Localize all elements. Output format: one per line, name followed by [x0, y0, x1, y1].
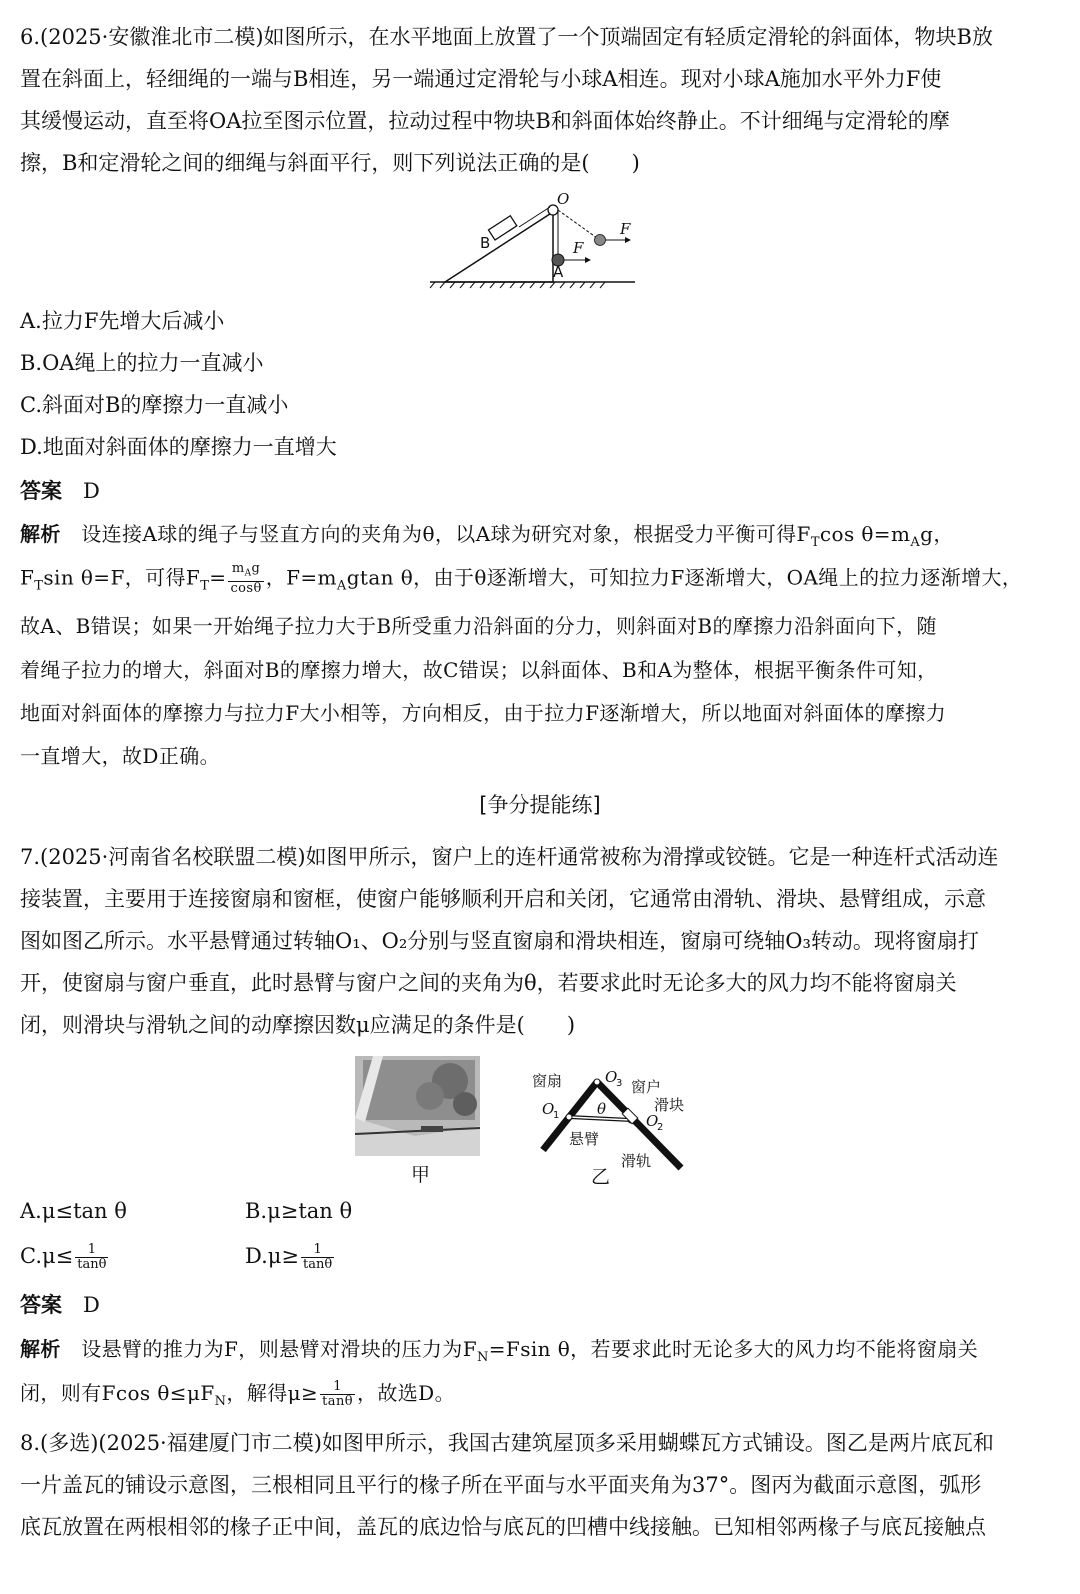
q6-option-d: D.地面对斜面体的摩擦力一直增大: [20, 435, 337, 459]
q7-option-a: A.μ≤tan θ: [20, 1199, 127, 1223]
q6-answer-value: D: [83, 479, 100, 503]
q7-answer: [20, 1290, 100, 1320]
q7-line-1: 7.(2025·河南省名校联盟二模)如图甲所示，窗户上的连杆通常被称为滑撑或铰链。它是一种连杆式活动连: [20, 845, 999, 869]
q7-answer-label: 答案: [20, 1293, 62, 1317]
q6-sub-t: T: [810, 535, 820, 550]
label-b: B: [480, 234, 491, 252]
q6-a2b: sin θ=F，可得F: [43, 565, 201, 590]
q6-analysis-line-6: 一直增大，故D正确。: [20, 744, 221, 768]
section-title: [争分提能练]: [479, 793, 601, 817]
q7-line-5: 闭，则滑块与滑轨之间的动摩擦因数μ应满足的条件是( ): [20, 1013, 576, 1037]
q7-fig-jia-caption: 甲: [411, 1164, 431, 1186]
q8-line-2: 一片盖瓦的铺设示意图，三根相同且平行的椽子所在平面与水平面夹角为37°。图丙为截面示意图，弧形: [20, 1473, 982, 1497]
q7-line-3: 图如图乙所示。水平悬臂通过转轴O₁、O₂分别与竖直窗扇和滑块相连，窗扇可绕轴O₃转动。现将窗扇打: [20, 929, 979, 953]
q6-analysis-text-1b: cos θ=m: [819, 522, 911, 546]
q7-line-4: 开，使窗扇与窗户垂直，此时悬臂与窗户之间的夹角为θ，若要求此时无论多大的风力均不能将窗扇关: [20, 971, 957, 995]
q7-label-window: 窗户: [631, 1078, 662, 1096]
q7-option-d-prefix: D.μ≥: [245, 1244, 300, 1268]
q6-answer-label: 答案: [20, 479, 62, 503]
q6-answer: [20, 476, 100, 506]
label-a: A: [553, 263, 564, 281]
q7-label-sash: 窗扇: [532, 1072, 563, 1090]
q7-answer-value: D: [83, 1293, 100, 1317]
q7-analysis-fraction: $\frac{1}{\tan\theta}$: [322, 1379, 353, 1409]
q7-analysis-line-2: [20, 1378, 455, 1417]
q7-option-d: [245, 1241, 336, 1272]
q7-a2-sub: N: [214, 1394, 227, 1409]
q7-a2c: ，故选D。: [356, 1381, 455, 1405]
q6-a2d: ，F=m: [265, 565, 337, 590]
ball-a-displaced: [595, 235, 606, 246]
block-b: [488, 216, 516, 240]
q7-label-rail: 滑轨: [621, 1152, 652, 1170]
q7-label-o1-sub: 1: [553, 1110, 560, 1121]
q6-a2a: F: [20, 565, 35, 590]
q7-label-arm: 悬臂: [569, 1130, 600, 1148]
q7-analysis-text-1: 设悬臂的推力为F，则悬臂对滑块的压力为F: [81, 1337, 477, 1361]
q8-line-3: 底瓦放置在两根相邻的椽子正中间，盖瓦的底边恰与底瓦的凹槽中线接触。已知相邻两椽子与底瓦接触点: [20, 1515, 986, 1539]
q6-analysis-line-3: 故A、B错误；如果一开始绳子拉力大于B所受重力沿斜面的分力，则斜面对B的摩擦力沿斜面向下，随: [20, 614, 937, 638]
q6-incline-figure: [425, 190, 645, 295]
label-f2: F: [620, 220, 631, 238]
q7-label-slider: 滑块: [654, 1096, 685, 1114]
q6-line-3: 其缓慢运动，直至将OA拉至图示位置，拉动过程中物块B和斜面体始终静止。不计细绳与定滑轮的摩: [20, 109, 950, 133]
q6-option-a: A.拉力F先增大后减小: [20, 309, 225, 333]
q7-analysis-line-1: [20, 1334, 978, 1373]
q7-line-2: 接装置，主要用于连接窗扇和窗框，使窗户能够顺利开启和关闭，它通常由滑轨、滑块、悬臂组成，示意: [20, 887, 986, 911]
q6-a2-sub3: A: [336, 578, 347, 594]
q7-label-o3: O: [605, 1068, 618, 1086]
q7-analysis-label: 解析: [20, 1337, 61, 1361]
q7-label-theta: θ: [597, 1100, 607, 1118]
q6-fraction: $\frac{m_Ag}{\cos\theta}$: [230, 561, 262, 596]
q7-option-b: B.μ≥tan θ: [245, 1199, 353, 1223]
q6-analysis-line-5: 地面对斜面体的摩擦力与拉力F大小相等，方向相反，由于拉力F逐渐增大，所以地面对斜面体的摩擦力: [20, 701, 947, 725]
q6-a2-sub2: T: [200, 578, 210, 594]
q6-a2-sub: T: [34, 578, 44, 594]
q6-analysis-text-1c: g，: [920, 522, 954, 546]
q6-analysis-label: 解析: [20, 522, 61, 546]
q7-label-o2: O: [646, 1112, 659, 1130]
q6-line-1: 6.(2025·安徽淮北市二模)如图所示，在水平地面上放置了一个顶端固定有轻质定滑轮的斜面体，物块B放: [20, 25, 993, 49]
q6-sub-a: A: [910, 535, 921, 550]
q8-line-1: 8.(多选)(2025·福建厦门市二模)如图甲所示，我国古建筑屋顶多采用蝴蝶瓦方式铺设。图乙是两片底瓦和: [20, 1431, 994, 1455]
q6-a2c: =: [209, 565, 227, 590]
q7-option-c: [20, 1241, 110, 1272]
q6-a2e: gtan θ，由于θ逐渐增大，可知拉力F逐渐增大，OA绳上的拉力逐渐增大，: [346, 565, 1023, 590]
q6-option-b: B.OA绳上的拉力一直减小: [20, 351, 264, 375]
q6-option-c: C.斜面对B的摩擦力一直减小: [20, 393, 289, 417]
label-o: O: [557, 190, 570, 208]
q7-analysis-text-1b: =Fsin θ，若要求此时无论多大的风力均不能将窗扇关: [488, 1337, 979, 1361]
q7-photo-figure: [355, 1056, 480, 1156]
q7-sub-n: N: [476, 1350, 489, 1365]
q7-fig-yi-caption: 乙: [591, 1166, 611, 1188]
q7-option-c-prefix: C.μ≤: [20, 1244, 74, 1268]
q7-a2b: ，解得μ≥: [226, 1381, 319, 1405]
label-f1: F: [573, 239, 584, 257]
q6-line-2: 置在斜面上，轻细绳的一端与B相连，另一端通过定滑轮与小球A相连。现对小球A施加水平外力F使: [20, 67, 942, 91]
q7-option-c-fraction: $\frac{1}{\tan\theta}$: [77, 1242, 107, 1272]
q6-analysis-line-4: 着绳子拉力的增大，斜面对B的摩擦力增大，故C错误；以斜面体、B和A为整体，根据平衡条件可知，: [20, 658, 938, 682]
q7-label-o3-sub: 3: [616, 1078, 623, 1089]
q6-analysis-text-1: 设连接A球的绳子与竖直方向的夹角为θ，以A球为研究对象，根据受力平衡可得F: [81, 522, 811, 546]
q6-analysis-line-2: [20, 562, 1022, 601]
q6-analysis-line-1: [20, 519, 954, 558]
q7-schematic-figure: [525, 1062, 705, 1182]
q7-label-o2-sub: 2: [657, 1122, 664, 1133]
q7-option-d-fraction: $\frac{1}{\tan\theta}$: [303, 1242, 333, 1272]
q7-label-o1: O: [542, 1100, 555, 1118]
q6-line-4: 擦，B和定滑轮之间的细绳与斜面平行，则下列说法正确的是( ): [20, 151, 640, 175]
q7-a2a: 闭，则有Fcos θ≤μF: [20, 1381, 215, 1405]
